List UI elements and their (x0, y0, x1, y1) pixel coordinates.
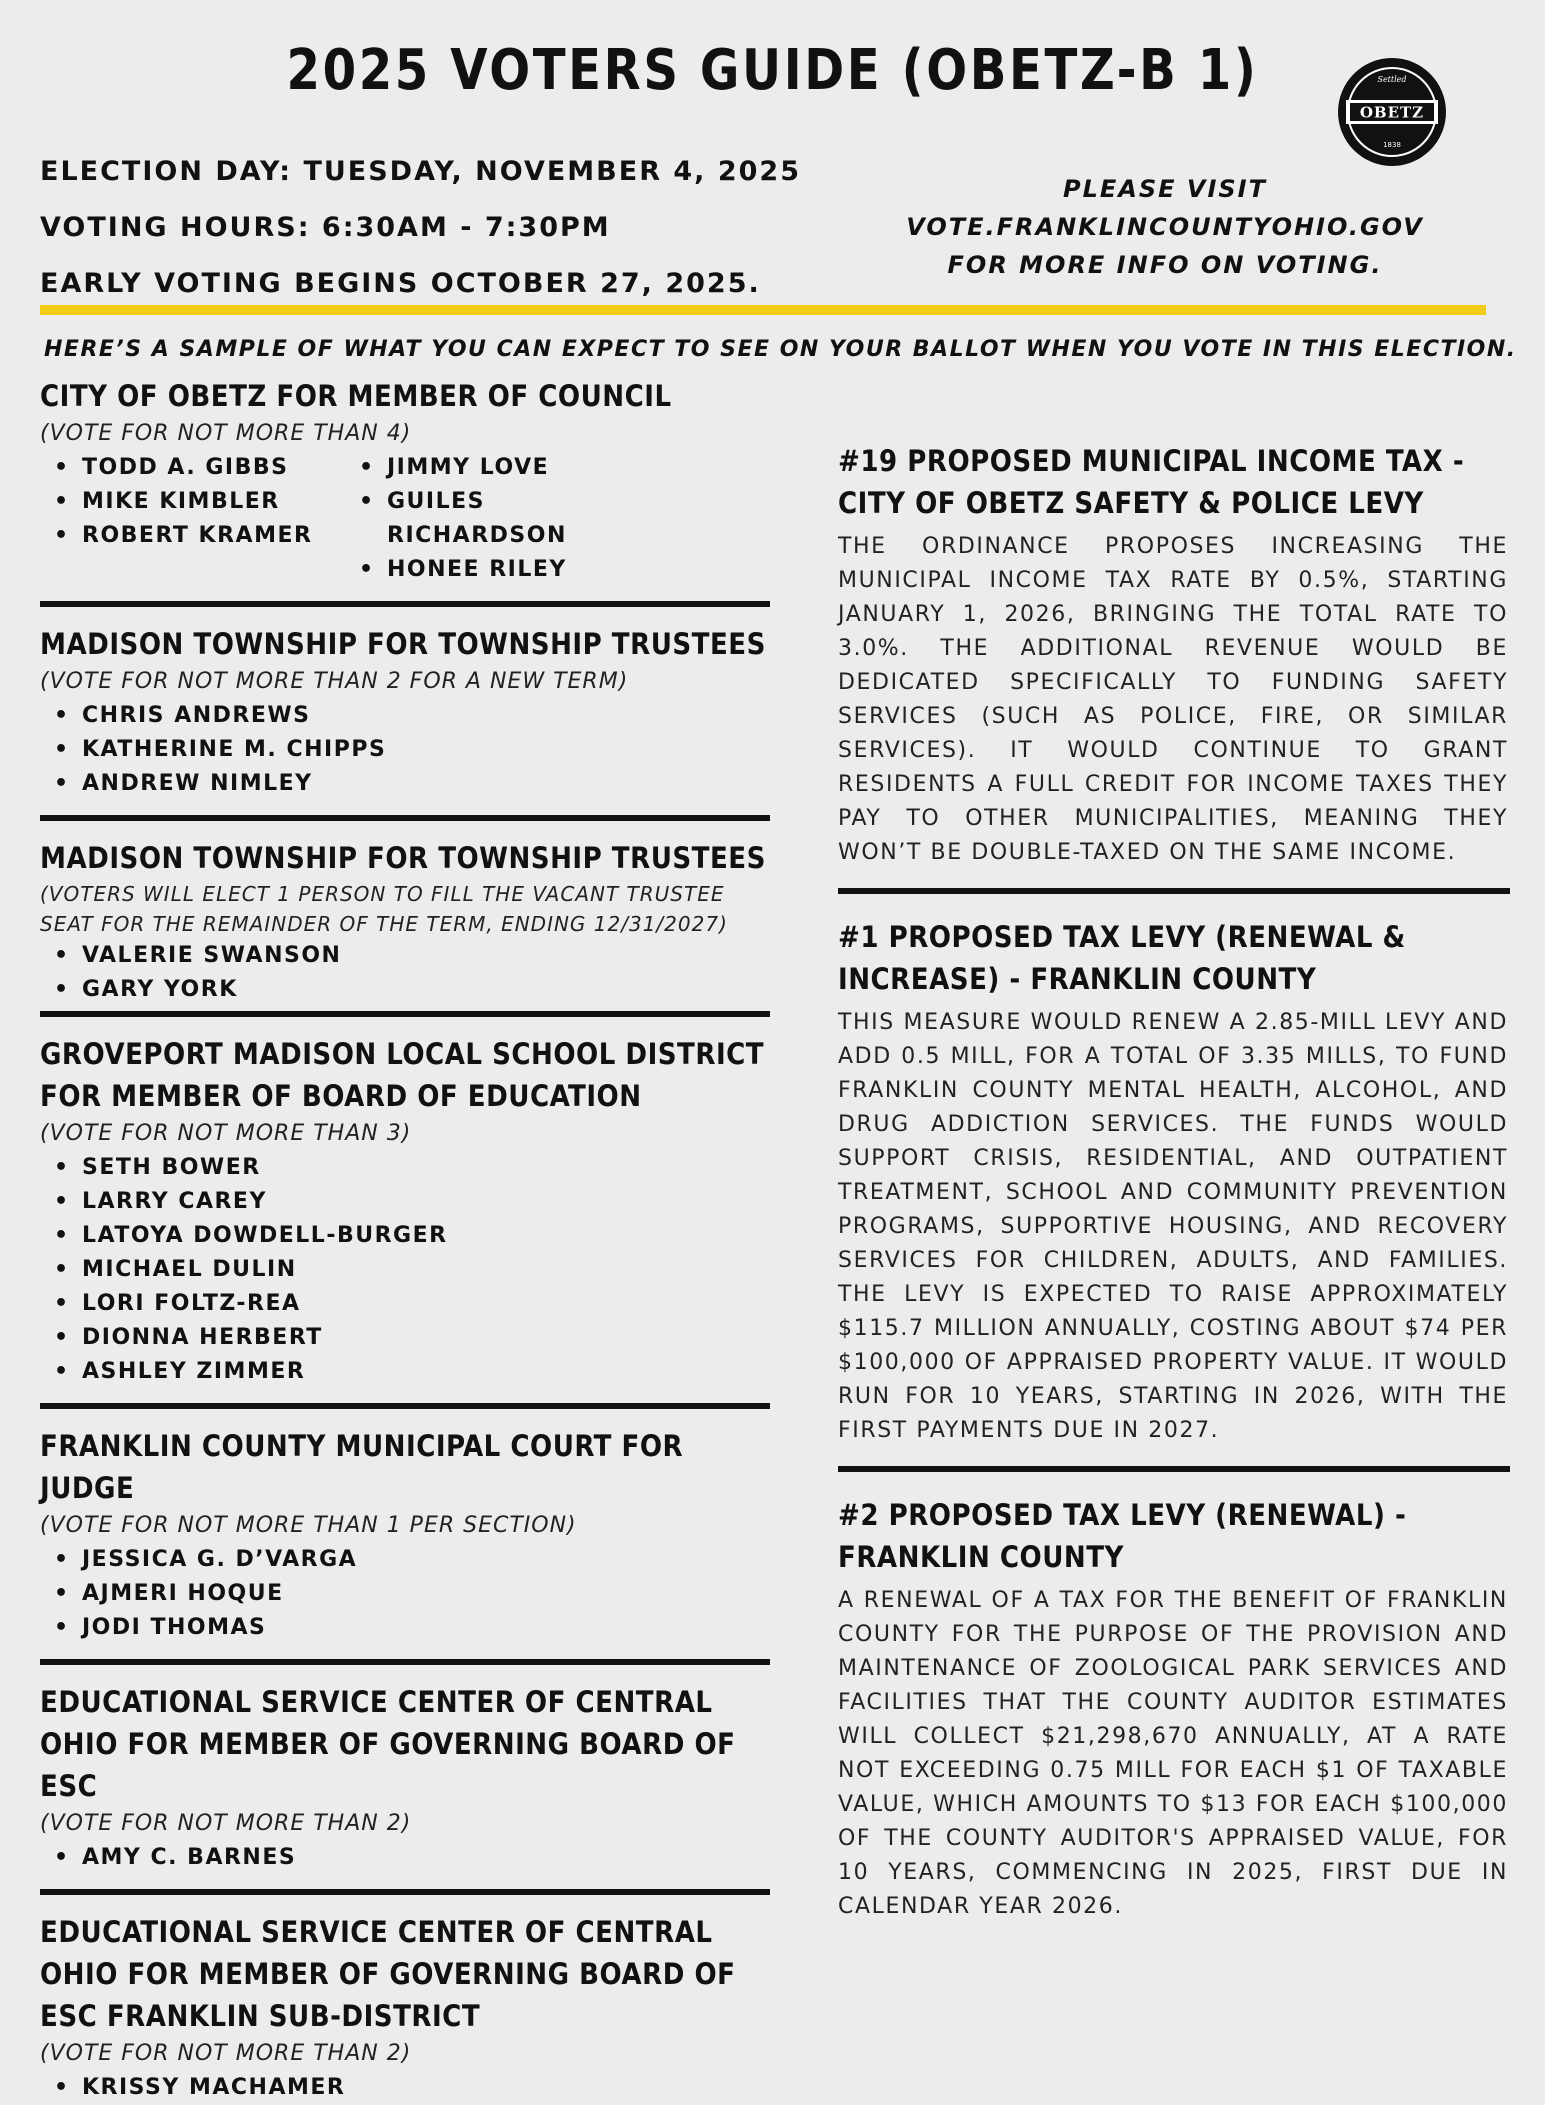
candidate-list (40, 1543, 770, 1645)
candidate-list (345, 451, 650, 587)
candidate-item: • HONEE RILEY (355, 553, 650, 587)
race-instruction: (VOTE FOR NOT MORE THAN 3) (40, 1121, 412, 1146)
candidate-item: • CHRIS ANDREWS (50, 699, 770, 733)
race-madison-trustees-vacancy (40, 837, 770, 1007)
race-instruction: (VOTE FOR NOT MORE THAN 2) (40, 2041, 412, 2066)
obetz-seal-logo (1336, 56, 1448, 168)
race-instruction: (VOTE FOR NOT MORE THAN 2 FOR A NEW TERM) (40, 669, 629, 694)
visit-callout (900, 170, 1430, 284)
issue-19-obetz-income-tax (838, 440, 1508, 870)
candidate-list (40, 451, 345, 587)
yellow-divider (40, 305, 1486, 315)
race-heading: EDUCATIONAL SERVICE CENTER OF CENTRAL OHIO FOR MEMBER OF GOVERNING BOARD OF ESC (40, 1685, 736, 1803)
candidate-item: • AJMERI HOQUE (50, 1577, 770, 1611)
race-heading: EDUCATIONAL SERVICE CENTER OF CENTRAL OHIO FOR MEMBER OF GOVERNING BOARD OF ESC FRANKLIN SUB-DISTRICT (40, 1915, 736, 2033)
candidate-item: • SETH BOWER (50, 1151, 770, 1185)
candidate-list (40, 1151, 770, 1389)
logo-name: OBETZ (1359, 103, 1425, 122)
section-divider (40, 1659, 770, 1665)
candidate-item: • JESSICA G. D’VARGA (50, 1543, 770, 1577)
race-heading: MADISON TOWNSHIP FOR TOWNSHIP TRUSTEES (40, 841, 766, 875)
race-heading: MADISON TOWNSHIP FOR TOWNSHIP TRUSTEES (40, 627, 766, 661)
election-day: ELECTION DAY: TUESDAY, NOVEMBER 4, 2025 (40, 156, 801, 187)
issue-2-franklin-county-zoo-levy (838, 1494, 1508, 1924)
section-divider (40, 601, 770, 607)
candidate-list (40, 1841, 770, 1875)
race-instruction: (VOTE FOR NOT MORE THAN 4) (40, 421, 412, 446)
candidate-item: • KATHERINE M. CHIPPS (50, 733, 770, 767)
issues-column (838, 440, 1508, 1924)
candidate-item: • JIMMY LOVE (355, 451, 650, 485)
candidate-item: • TODD A. GIBBS (50, 451, 345, 485)
page-title: 2025 VOTERS GUIDE (OBETZ-B 1) (286, 38, 1259, 103)
race-obetz-council (40, 375, 770, 587)
issue-description: THIS MEASURE WOULD RENEW A 2.85-MILL LEVY AND ADD 0.5 MILL, FOR A TOTAL OF 3.35 MILLS, TO FUND FRANKLIN COUNTY MENTAL HEALTH, ALCOHOL, AND DRUG ADDICTION SERVICES. THE FUNDS WOULD SUPPORT CRISIS, RESIDENTIAL, AND OUTPATIENT TREATMENT, SCHOOL AND COMMUNITY PREVENTION PROGRAMS, SUPPORTIVE HOUSING, AND RECOVERY SERVICES FOR CHILDREN, ADULTS, AND FAMILIES. THE LEVY IS EXPECTED TO RAISE APPROXIMATELY $115.7 MILLION ANNUALLY, COSTING ABOUT $74 PER $100,000 OF APPRAISED PROPERTY VALUE. IT WOULD RUN FOR 10 YEARS, STARTING IN 2026, WITH THE FIRST PAYMENTS DUE IN 2027. (838, 1010, 1508, 1443)
candidate-item: • AMY C. BARNES (50, 1841, 770, 1875)
candidate-item: • DIONNA HERBERT (50, 1321, 770, 1355)
candidate-list (40, 939, 770, 1007)
race-instruction: (VOTE FOR NOT MORE THAN 2) (40, 1811, 412, 1836)
candidate-list (40, 699, 770, 801)
race-madison-trustees-new-term (40, 623, 770, 801)
candidate-item: • LORI FOLTZ-REA (50, 1287, 770, 1321)
issue-description: A RENEWAL OF A TAX FOR THE BENEFIT OF FRANKLIN COUNTY FOR THE PURPOSE OF THE PROVISION AND MAINTENANCE OF ZOOLOGICAL PARK SERVICES AND FACILITIES THAT THE COUNTY AUDITOR ESTIMATES WILL COLLECT $21,298,670 ANNUALLY, AT A RATE NOT EXCEEDING 0.75 MILL FOR EACH $1 OF TAXABLE VALUE, WHICH AMOUNTS TO $13 FOR EACH $100,000 OF THE COUNTY AUDITOR'S APPRAISED VALUE, FOR 10 YEARS, COMMENCING IN 2025, FIRST DUE IN CALENDAR YEAR 2026. (838, 1588, 1508, 1919)
visit-link[interactable]: VOTE.FRANKLINCOUNTYOHIO.GOV (906, 213, 1424, 241)
section-divider (40, 1889, 770, 1895)
candidate-item: • ANDREW NIMLEY (50, 767, 770, 801)
candidate-item: • GARY YORK (50, 973, 770, 1007)
issue-heading: #19 PROPOSED MUNICIPAL INCOME TAX - CITY OF OBETZ SAFETY & POLICE LEVY (838, 444, 1465, 520)
candidate-item: • LARRY CAREY (50, 1185, 770, 1219)
logo-top-text: Settled (1377, 75, 1407, 84)
race-instruction: (VOTE FOR NOT MORE THAN 1 PER SECTION) (40, 1513, 577, 1538)
section-divider (40, 815, 770, 821)
issue-heading: #1 PROPOSED TAX LEVY (RENEWAL & INCREASE) - FRANKLIN COUNTY (838, 920, 1406, 996)
visit-line-1: PLEASE VISIT (1063, 175, 1267, 203)
candidate-item: • JODI THOMAS (50, 1611, 770, 1645)
race-municipal-court-judge (40, 1425, 770, 1645)
visit-line-3: FOR MORE INFO ON VOTING. (947, 251, 1383, 279)
logo-year: 1838 (1383, 141, 1401, 149)
race-esc-franklin-sub-district (40, 1911, 770, 2105)
candidate-item: • MICHAEL DULIN (50, 1253, 770, 1287)
issue-description: THE ORDINANCE PROPOSES INCREASING THE MUNICIPAL INCOME TAX RATE BY 0.5%, STARTING JANUARY 1, 2026, BRINGING THE TOTAL RATE TO 3.0%. THE ADDITIONAL REVENUE WOULD BE DEDICATED SPECIFICALLY TO FUNDING SAFETY SERVICES (SUCH AS POLICE, FIRE, OR SIMILAR SERVICES). IT WOULD CONTINUE TO GRANT RESIDENTS A FULL CREDIT FOR INCOME TAXES THEY PAY TO OTHER MUNICIPALITIES, MEANING THEY WON’T BE DOUBLE-TAXED ON THE SAME INCOME. (838, 534, 1508, 865)
section-divider (40, 1403, 770, 1409)
candidate-item: • KRISSY MACHAMER (50, 2071, 770, 2105)
voting-hours: VOTING HOURS: 6:30AM - 7:30PM (40, 212, 611, 243)
race-heading: FRANKLIN COUNTY MUNICIPAL COURT FOR JUDGE (40, 1429, 684, 1505)
early-voting: EARLY VOTING BEGINS OCTOBER 27, 2025. (40, 268, 761, 299)
race-heading: GROVEPORT MADISON LOCAL SCHOOL DISTRICT FOR MEMBER OF BOARD OF EDUCATION (40, 1037, 765, 1113)
candidate-item: • LATOYA DOWDELL-BURGER (50, 1219, 770, 1253)
race-heading: CITY OF OBETZ FOR MEMBER OF COUNCIL (40, 379, 672, 413)
race-instruction: (VOTERS WILL ELECT 1 PERSON TO FILL THE VACANT TRUSTEE SEAT FOR THE REMAINDER OF THE TERM, ENDING 12/31/2027) (40, 882, 728, 936)
candidate-item: • MIKE KIMBLER (50, 485, 345, 519)
candidate-item: • ASHLEY ZIMMER (50, 1355, 770, 1389)
section-divider (838, 1466, 1510, 1472)
issue-1-franklin-county-levy (838, 916, 1508, 1448)
race-esc-governing-board (40, 1681, 770, 1875)
candidate-item: • GUILES RICHARDSON (355, 485, 650, 553)
candidate-item: • VALERIE SWANSON (50, 939, 770, 973)
race-groveport-board-of-education (40, 1033, 770, 1389)
races-column (40, 375, 770, 2105)
section-divider (40, 1011, 770, 1017)
candidate-list (40, 2071, 770, 2105)
sample-ballot-note: HERE’S A SAMPLE OF WHAT YOU CAN EXPECT TO SEE ON YOUR BALLOT WHEN YOU VOTE IN THIS ELECTION. (44, 337, 1517, 362)
candidate-item: • ROBERT KRAMER (50, 519, 345, 553)
issue-heading: #2 PROPOSED TAX LEVY (RENEWAL) - FRANKLIN COUNTY (838, 1498, 1407, 1574)
section-divider (838, 888, 1510, 894)
